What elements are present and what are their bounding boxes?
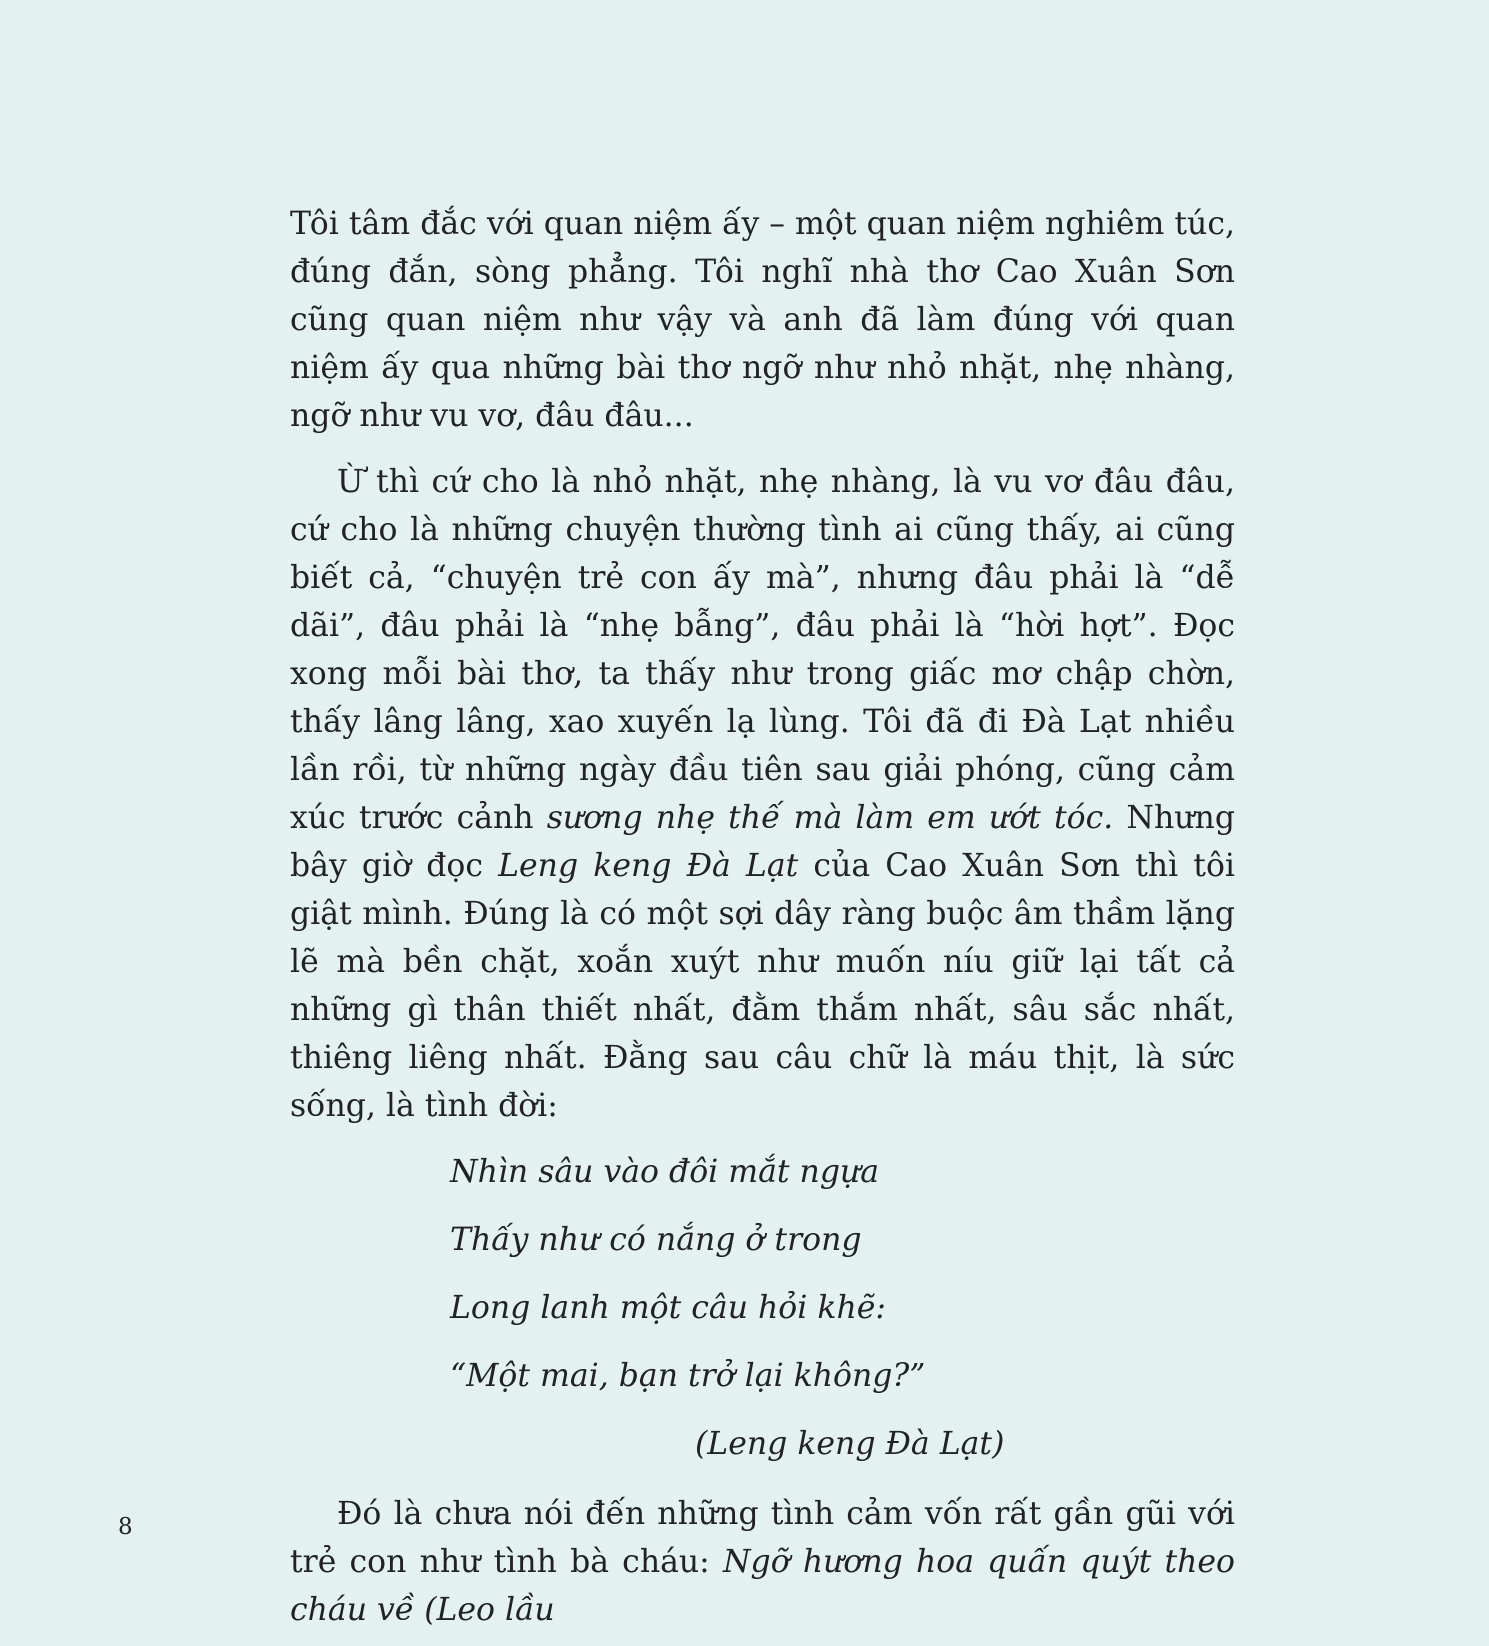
paragraph-2-text-2: Nhưng bây giờ đọc <box>290 800 1236 884</box>
paragraph-3 <box>290 1490 1235 1634</box>
poem-source: (Leng keng Đà Lạt) <box>695 1426 1005 1462</box>
paragraph-2-text-3: của Cao Xuân Sơn thì tôi giật mình. Đúng là có một sợi dây ràng buộc âm thầm lặng lẽ mà bền chặt, xoắn xuýt như muốn níu giữ lại tất cả những gì thân thiết nhất, đằm thắm nhất, sâu sắc nhất, thiêng liêng nhất. Đằng sau câu chữ là máu thịt, là sức sống, là tình đời: <box>290 848 1235 1124</box>
paragraph-2-text-1: Ừ thì cứ cho là nhỏ nhặt, nhẹ nhàng, là vu vơ đâu đâu, cứ cho là những chuyện thường tình ai cũng thấy, ai cũng biết cả, “chuyện trẻ con ấy mà”, nhưng đâu phải là “dễ dãi”, đâu phải là “nhẹ bẫng”, đâu phải là “hời hợt”. Đọc xong mỗi bài thơ, ta thấy như trong giấc mơ chập chờn, thấy lâng lâng, xao xuyến lạ lùng. Tôi đã đi Đà Lạt nhiều lần rồi, từ những ngày đầu tiên sau giải phóng, cũng cảm xúc trước cảnh <box>290 464 1235 836</box>
paragraph-3-text-1: Đó là chưa nói đến những tình cảm vốn rất gần gũi với trẻ con như tình bà cháu: <box>290 1496 1235 1580</box>
paragraph-1: Tôi tâm đắc với quan niệm ấy – một quan niệm nghiêm túc, đúng đắn, sòng phẳng. Tôi nghĩ nhà thơ Cao Xuân Sơn cũng quan niệm như vậy và anh đã làm đúng với quan niệm ấy qua những bài thơ ngỡ như nhỏ nhặt, nhẹ nhàng, ngỡ như vu vơ, đâu đâu... <box>290 206 1235 434</box>
body-text <box>290 200 1235 1634</box>
poem-quote <box>450 1148 1235 1476</box>
poem-line-2: Thấy như có nắng ở trong <box>450 1222 862 1258</box>
page-number: 8 <box>118 1514 133 1540</box>
poem-line-4: “Một mai, bạn trở lại không?” <box>450 1358 926 1394</box>
paragraph-3-italic-quote: Ngỡ hương hoa quấn quýt theo cháu về (Leo lầu <box>290 1544 1236 1628</box>
poem-line-3: Long lanh một câu hỏi khẽ: <box>450 1290 886 1326</box>
paragraph-2-book-title: Leng keng Đà Lạt <box>498 848 799 884</box>
poem-line-1: Nhìn sâu vào đôi mắt ngựa <box>450 1154 880 1190</box>
paragraph-2 <box>290 458 1235 1130</box>
paragraph-2-italic-quote: sương nhẹ thế mà làm em ướt tóc. <box>546 800 1114 836</box>
